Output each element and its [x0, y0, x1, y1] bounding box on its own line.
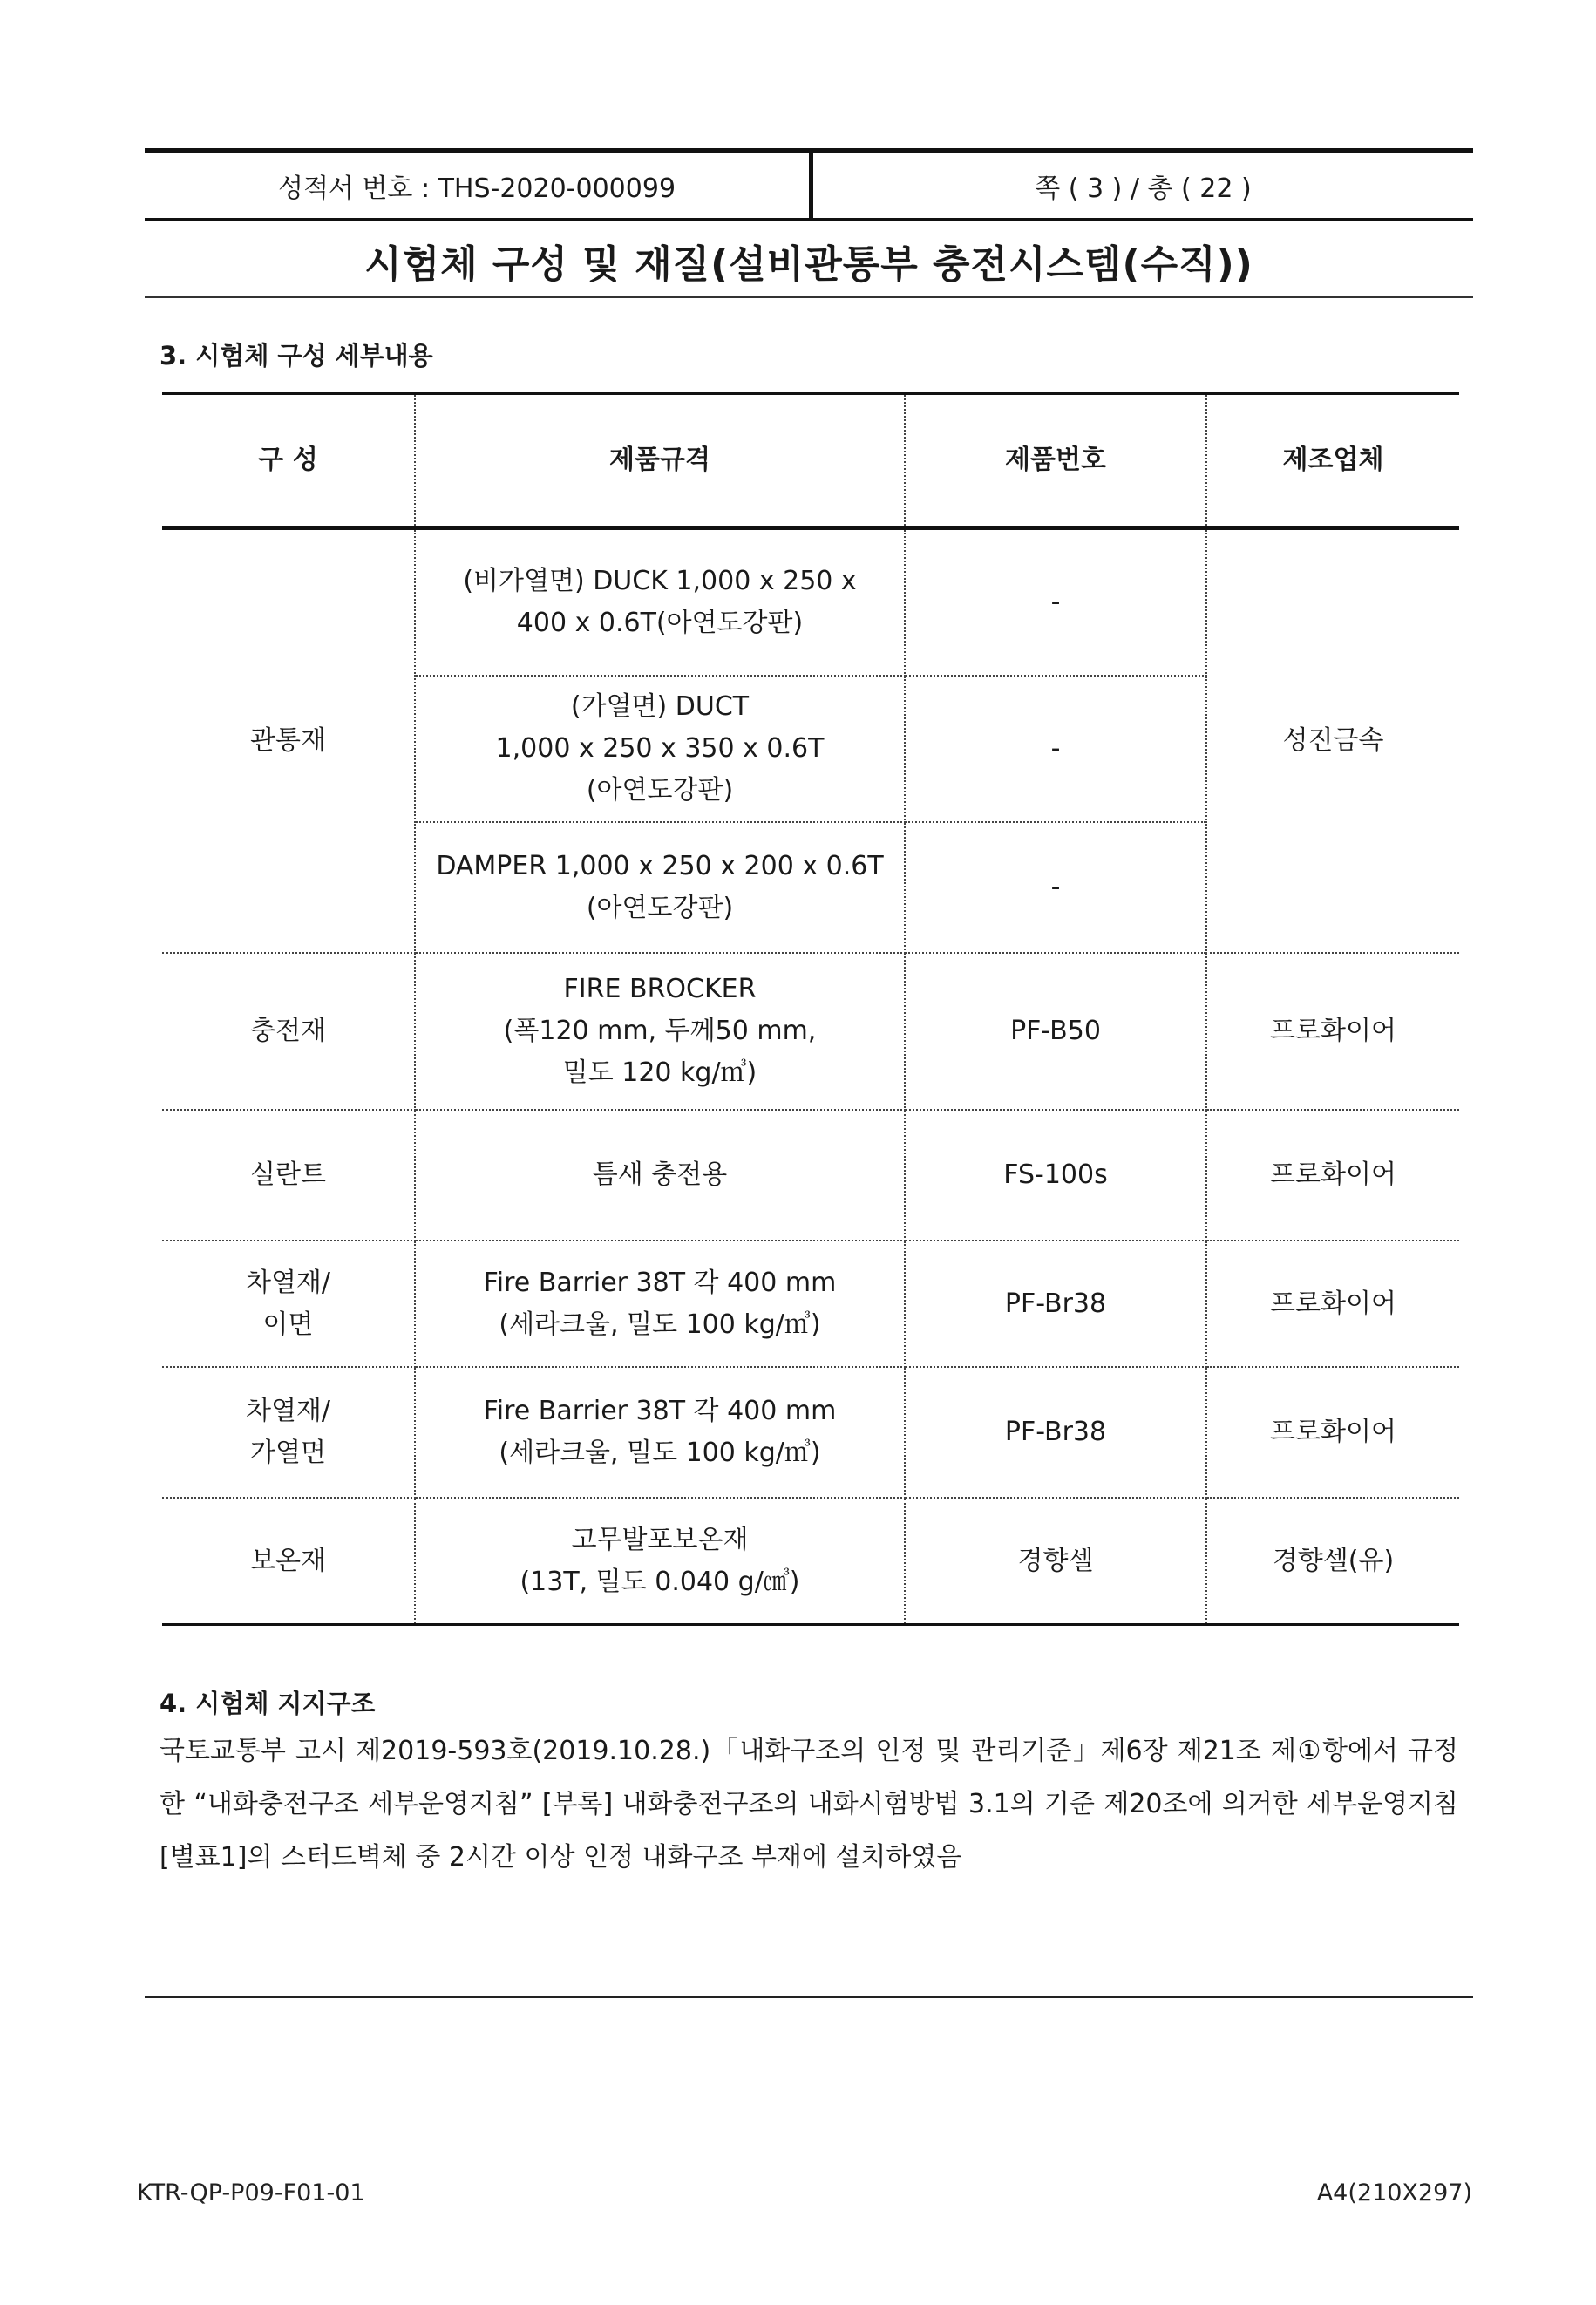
table-row	[162, 1110, 1459, 1241]
component-cell-line: 가열면	[250, 1438, 326, 1468]
form-code: KTR-QP-P09-F01-01	[137, 2179, 365, 2206]
spec-cell-line: (13T, 밀도 0.040 g/㎤)	[520, 1566, 800, 1597]
component-cell-line: 보온재	[250, 1545, 326, 1576]
code-cell: -	[905, 822, 1206, 953]
column-header-code: 제품번호	[905, 394, 1206, 528]
section-4-heading: 4. 시험체 지지구조	[160, 1689, 376, 1718]
component-cell	[162, 1498, 415, 1625]
report-header	[145, 148, 1473, 221]
spec-cell-line: FIRE BROCKER	[563, 974, 757, 1004]
component-cell-line: 차열재/	[245, 1267, 331, 1298]
spec-cell-line: 400 x 0.6T(아연도강판)	[516, 608, 804, 638]
spec-cell	[415, 528, 905, 677]
document-title: 시험체 구성 및 재질(설비관통부 충전시스템(수직))	[145, 225, 1473, 298]
component-cell-line: 실란트	[250, 1159, 326, 1190]
page-indicator: 쪽 ( 3 ) / 총 ( 22 )	[1035, 173, 1252, 204]
component-cell-line: 충전재	[250, 1016, 326, 1046]
spec-cell-line: (폭120 mm, 두께50 mm,	[503, 1016, 817, 1046]
report-number: 성적서 번호 : THS-2020-000099	[145, 153, 813, 218]
spec-cell-line: 고무발포보온재	[571, 1524, 749, 1555]
table-row	[162, 528, 1459, 677]
code-cell: -	[905, 676, 1206, 822]
composition-table	[162, 392, 1459, 1626]
code-cell: PF-Br38	[905, 1241, 1206, 1367]
spec-cell	[415, 1110, 905, 1241]
component-cell	[162, 953, 415, 1110]
code-cell: 경향셀	[905, 1498, 1206, 1625]
spec-cell	[415, 822, 905, 953]
table-row	[162, 1367, 1459, 1498]
component-cell: 관통재	[162, 528, 415, 954]
support-structure-text: 국토교통부 고시 제2019-593호(2019.10.28.)「내화구조의 인정 및 관리기준」제6장 제21조 제①항에서 규정한 “내화충전구조 세부운영지침” [부록] 내화충전구조의 내화시험방법 3.1의 기준 제20조에 의거한 세부운영지침 [별표1]의 스터드벽체 중 2시간 이상 인정 내화구조 부재에 설치하였음	[160, 1736, 1458, 1873]
table-row	[162, 1241, 1459, 1367]
spec-cell	[415, 676, 905, 822]
spec-cell-line: (가열면) DUCT	[570, 691, 750, 722]
table-header-row	[162, 394, 1459, 528]
code-cell: PF-B50	[905, 953, 1206, 1110]
spec-cell-line: (비가열면) DUCK 1,000 x 250 x	[463, 566, 857, 596]
component-cell-line: 차열재/	[245, 1396, 331, 1426]
spec-cell-line: DAMPER 1,000 x 250 x 200 x 0.6T	[436, 851, 884, 881]
manufacturer-cell: 프로화이어	[1206, 953, 1459, 1110]
spec-cell-line: 1,000 x 250 x 350 x 0.6T	[495, 733, 825, 764]
spec-cell	[415, 1498, 905, 1625]
spec-cell	[415, 1241, 905, 1367]
component-cell	[162, 1367, 415, 1498]
component-cell-line: 이면	[262, 1309, 314, 1340]
column-header-component: 구 성	[162, 394, 415, 528]
spec-cell-line: Fire Barrier 38T 각 400 mm	[483, 1267, 837, 1298]
spec-cell-line: (세라크울, 밀도 100 kg/㎥)	[499, 1309, 821, 1340]
manufacturer-cell: 프로화이어	[1206, 1367, 1459, 1498]
column-header-spec: 제품규격	[415, 394, 905, 528]
manufacturer-cell: 경향셀(유)	[1206, 1498, 1459, 1625]
code-cell: FS-100s	[905, 1110, 1206, 1241]
manufacturer-cell: 성진금속	[1206, 528, 1459, 954]
component-cell	[162, 1110, 415, 1241]
component-cell	[162, 1241, 415, 1367]
table-row	[162, 953, 1459, 1110]
section-3-heading: 3. 시험체 구성 세부내용	[160, 341, 433, 371]
spec-cell-line: (아연도강판)	[586, 893, 734, 923]
spec-cell	[415, 953, 905, 1110]
spec-cell-line: (아연도강판)	[586, 775, 734, 806]
spec-cell-line: Fire Barrier 38T 각 400 mm	[483, 1396, 837, 1426]
spec-cell-line: (세라크울, 밀도 100 kg/㎥)	[499, 1438, 821, 1468]
bottom-divider	[145, 1996, 1473, 1998]
table-body	[162, 528, 1459, 1625]
manufacturer-cell: 프로화이어	[1206, 1241, 1459, 1367]
spec-cell-line: 밀도 120 kg/㎥)	[562, 1057, 757, 1088]
manufacturer-cell: 프로화이어	[1206, 1110, 1459, 1241]
table-row	[162, 1498, 1459, 1625]
spec-cell-line: 틈새 충전용	[592, 1159, 728, 1190]
paper-size: A4(210X297)	[1316, 2179, 1472, 2206]
column-header-manufacturer: 제조업체	[1206, 394, 1459, 528]
code-cell: PF-Br38	[905, 1367, 1206, 1498]
code-cell: -	[905, 528, 1206, 677]
spec-cell	[415, 1367, 905, 1498]
